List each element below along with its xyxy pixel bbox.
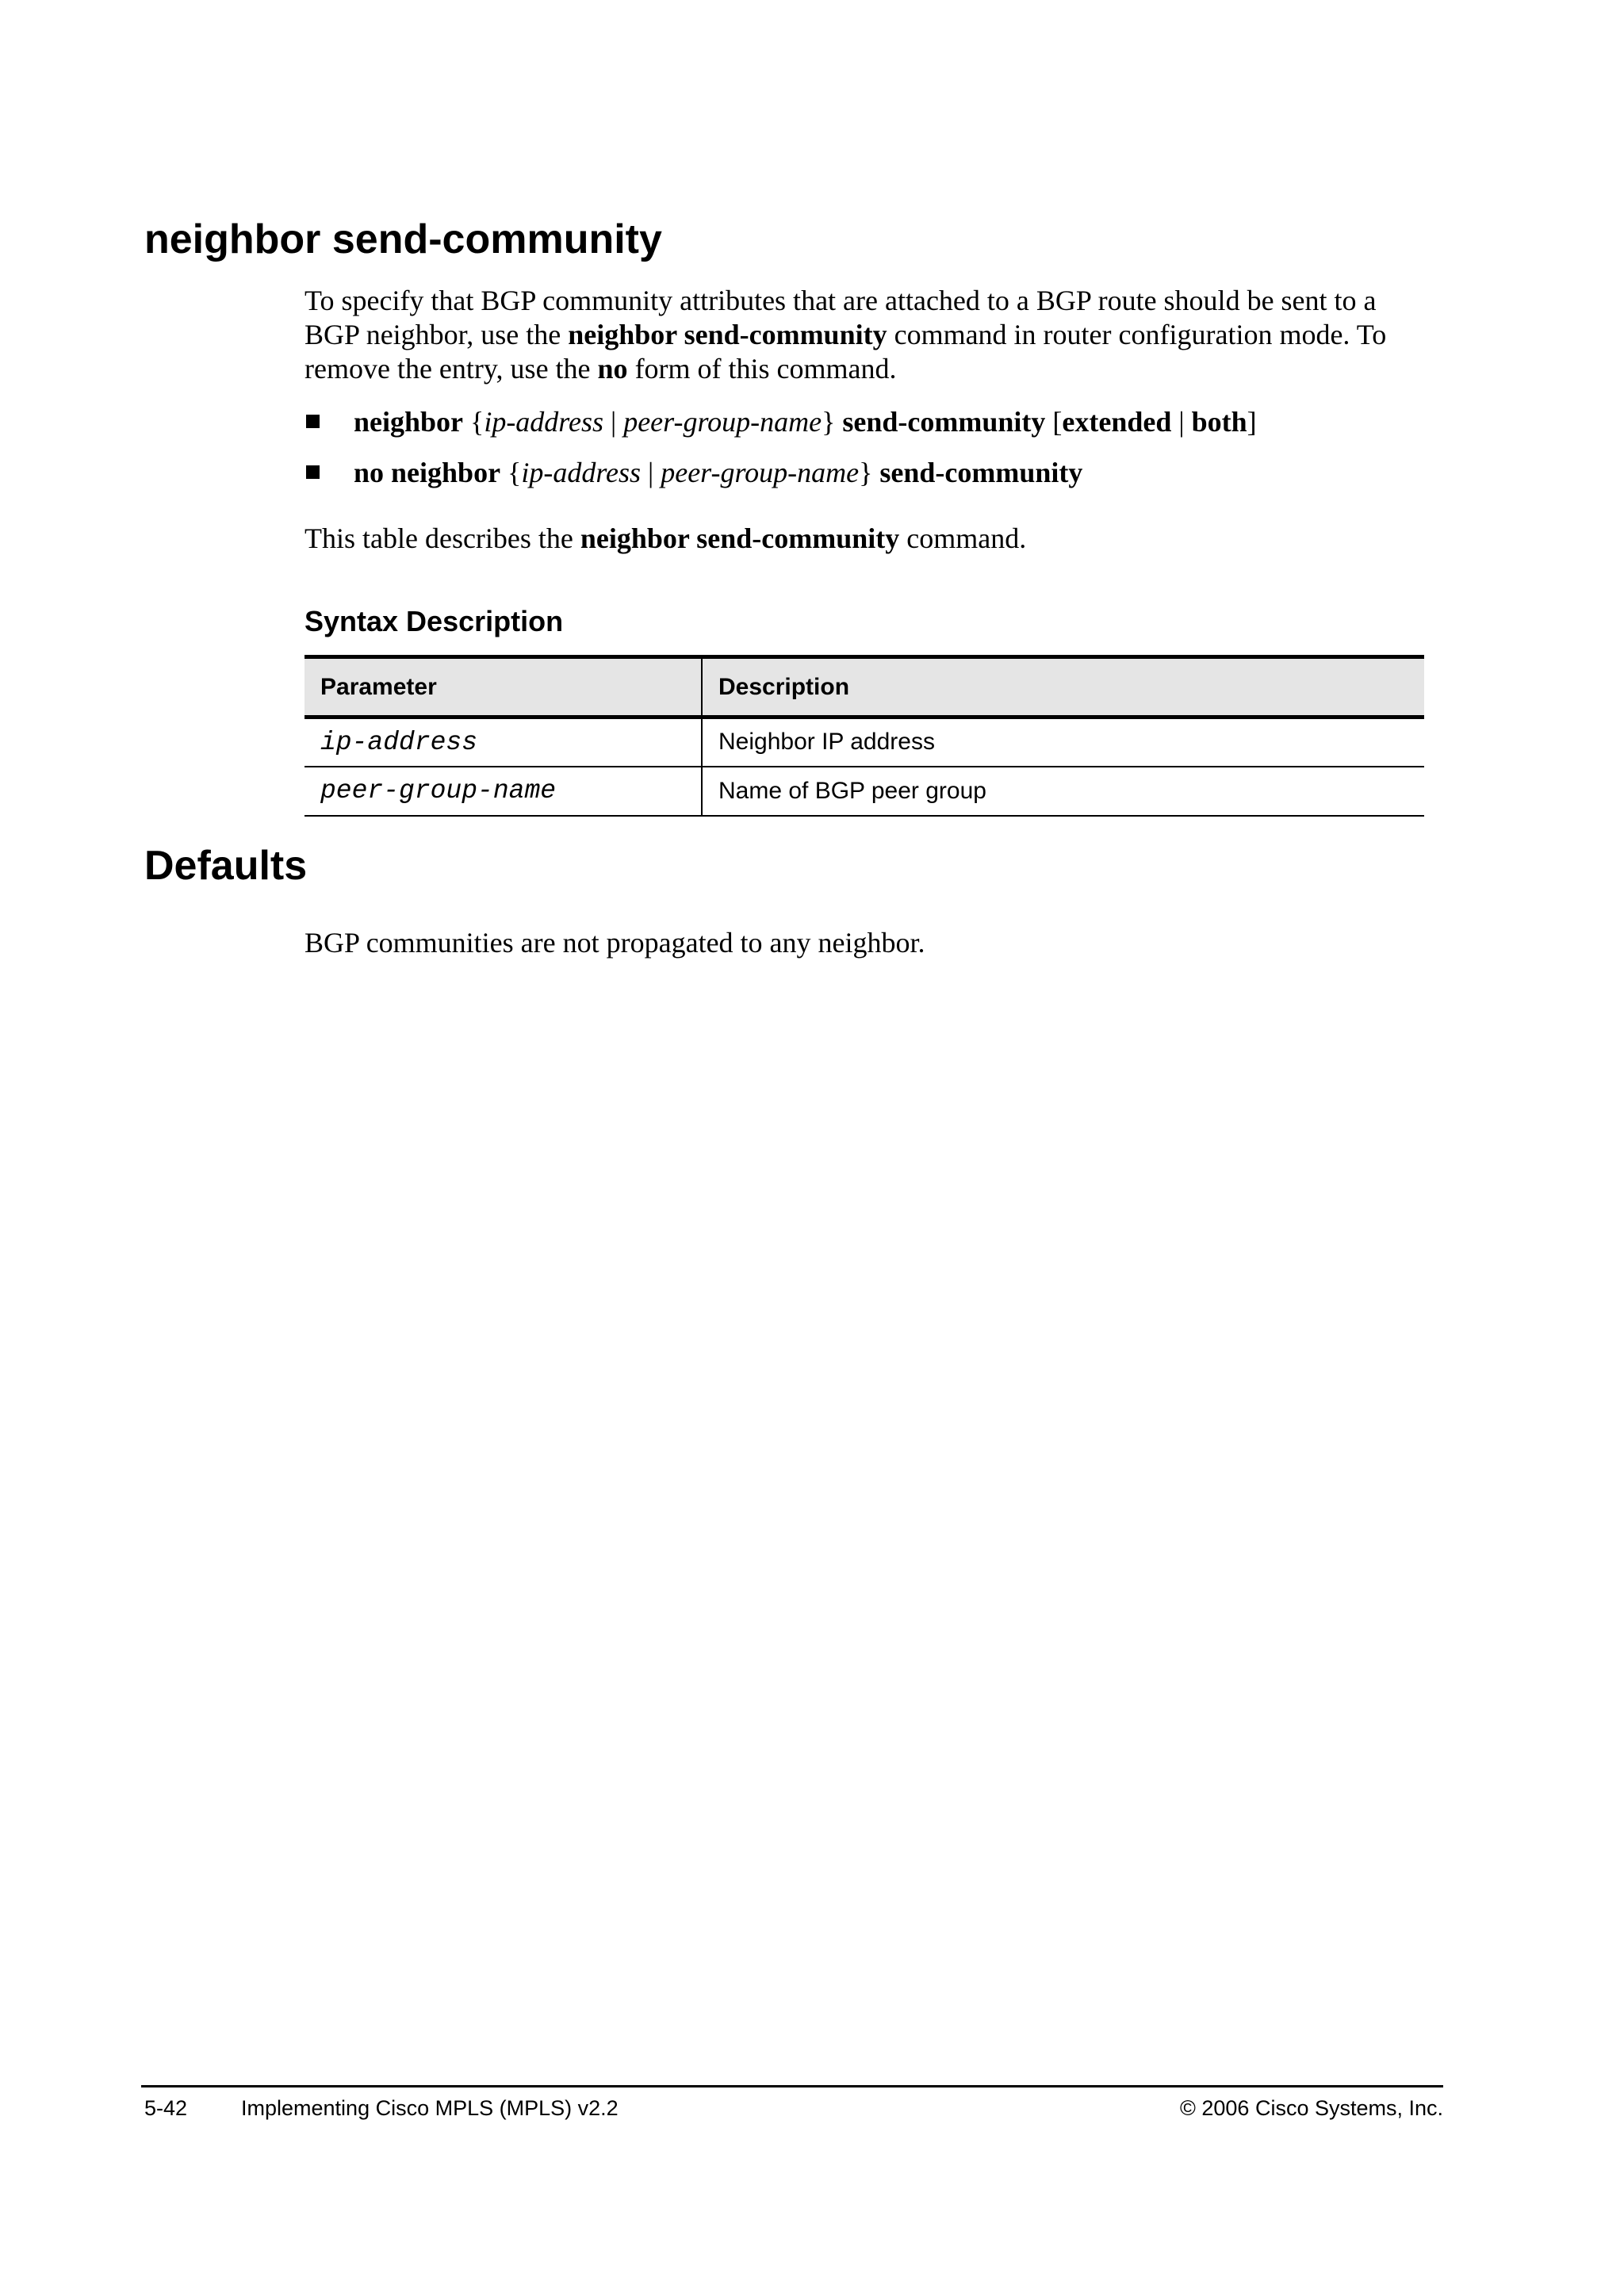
footer-document-title: Implementing Cisco MPLS (MPLS) v2.2 [241, 2096, 619, 2120]
description-cell: Neighbor IP address [718, 729, 935, 756]
syntax-punct: | [1171, 406, 1192, 438]
intro-text-3: form of this command. [627, 353, 897, 385]
defaults-paragraph: BGP communities are not propagated to any neighbor. [304, 927, 925, 959]
square-bullet-icon [306, 415, 320, 428]
table-intro-paragraph [304, 522, 1431, 556]
syntax-punct: { [463, 406, 485, 438]
syntax-keyword: no neighbor [354, 457, 501, 488]
intro-paragraph [304, 284, 1431, 386]
syntax-punct: [ [1045, 406, 1063, 438]
syntax-argument: peer-group-name [623, 406, 822, 438]
syntax-punct: } [859, 457, 880, 488]
syntax-keyword: both [1191, 406, 1247, 438]
square-bullet-icon [306, 465, 320, 479]
table-intro-text-2: command. [899, 522, 1027, 554]
command-title: neighbor send-community [144, 216, 662, 262]
syntax-keyword: neighbor [354, 406, 464, 438]
syntax-argument: peer-group-name [661, 457, 860, 488]
description-cell: Name of BGP peer group [718, 777, 986, 804]
intro-text-2: command in router configuration mode. To remove the entry, use the [304, 319, 1387, 385]
column-header-description: Description [718, 673, 850, 700]
syntax-keyword: send-community [842, 406, 1046, 438]
table-row [304, 718, 1424, 767]
syntax-punct: ] [1247, 406, 1257, 438]
table-intro-text-1: This table describes the [304, 522, 580, 554]
syntax-keyword: send-community [879, 457, 1083, 488]
syntax-punct: | [641, 457, 661, 488]
syntax-description-heading: Syntax Description [304, 605, 564, 637]
parameter-cell: peer-group-name [304, 767, 702, 816]
syntax-line-disable [304, 455, 1431, 506]
intro-no-keyword: no [597, 353, 628, 385]
syntax-keyword: extended [1062, 406, 1172, 438]
syntax-description-table [304, 655, 1424, 817]
table-header-row [304, 657, 1424, 718]
intro-command-name: neighbor send-community [568, 319, 887, 350]
table-row [304, 767, 1424, 816]
syntax-punct: } [822, 406, 843, 438]
syntax-line-enable [304, 404, 1431, 455]
footer-divider [141, 2085, 1443, 2087]
intro-text-1: To specify that BGP community attributes that are attached to a BGP route should be sent to a BGP neighbor, use the [304, 285, 1377, 350]
parameter-cell: ip-address [304, 718, 702, 767]
footer-copyright: © 2006 Cisco Systems, Inc. [1179, 2096, 1443, 2120]
syntax-punct: | [603, 406, 624, 438]
table-intro-command: neighbor send-community [580, 522, 900, 554]
column-header-parameter: Parameter [304, 657, 702, 718]
defaults-title: Defaults [144, 843, 308, 889]
syntax-argument: ip-address [521, 457, 641, 488]
footer-page-number: 5-42 [144, 2096, 188, 2120]
syntax-punct: { [500, 457, 522, 488]
syntax-list [304, 404, 1431, 506]
syntax-argument: ip-address [484, 406, 603, 438]
